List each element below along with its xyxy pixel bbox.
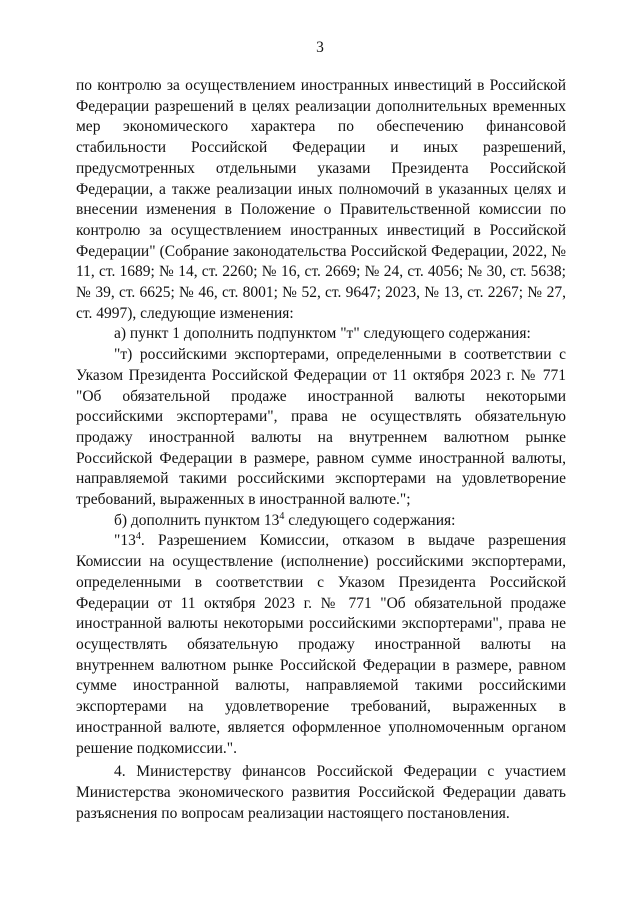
point-13-4-superscript: 4 (135, 531, 141, 543)
point-13-4-text: . Разрешением Комиссии, отказом в выдаче разрешения Комиссии на осуществление (исполнение) российскими экспортерами, определенными в соответствии с Указом Президента Российской Федерации от 11 октября 2023 г. № 771 "Об обязательной продаже иностранной валюты некоторыми российскими экспортерами", права не осуществлять обязательную продажу иностранной валюты на внутреннем валютном рынке Российской Федерации в размере, равном сумме иностранной валюты, направляемой такими российскими экспортерами на удовлетворение требований, выраженных в иностранной валюте, является оформленное уполномоченным органом решение подкомиссии.". (76, 532, 566, 757)
item-b-superscript: 4 (279, 510, 285, 522)
item-b-text-end: следующего содержания: (284, 511, 456, 529)
page-number: 3 (316, 39, 324, 56)
paragraph-continuation: по контролю за осуществлением иностранных инвестиций в Российской Федерации разрешений в целях реализации дополнительных временных мер экономического характера по обеспечению финансовой стабильности Российской Федерации и иных разрешений, предусмотренных отдельными указами Президента Российской Федерации, а также реализации иных полномочий в указанных целях и внесении изменения в Положение о Правительственной комиссии по контролю за осуществлением иностранных инвестиций в Российской Федерации" (Собрание законодательства Российской Федерации, 2022, № 11, ст. 1689; № 14, ст. 2260; № 16, ст. 2669; № 24, ст. 4056; № 30, ст. 5638; № 39, ст. 6625; № 46, ст. 8001; № 52, ст. 9647; 2023, № 13, ст. 2267; № 27, ст. 4997), следующие изменения: (76, 77, 566, 322)
paragraph-item-a: а) пункт 1 дополнить подпунктом "т" следующего содержания: (114, 325, 531, 343)
paragraph-subitem-t: "т) российскими экспортерами, определенными в соответствии с Указом Президента Российской Федерации от 11 октября 2023 г. № 771 "Об обязательной продаже иностранной валюты некоторыми российскими экспортерами", права не осуществлять обязательную продажу иностранной валюты на внутреннем валютном рынке Российской Федерации в размере, равном сумме иностранной валюты, направляемой такими российскими экспортерами на удовлетворение требований, выраженных в иностранной валюте."; (76, 346, 566, 509)
document-body (76, 76, 566, 824)
paragraph-item-b (76, 511, 566, 532)
paragraph-point-13-4 (76, 531, 566, 759)
item-b-text: б) дополнить пунктом 13 (114, 511, 280, 529)
point-13-4-number: "13 (114, 532, 136, 550)
paragraph-item-4: 4. Министерству финансов Российской Федерации с участием Министерства экономического развития Российской Федерации давать разъяснения по вопросам реализации настоящего постановления. (76, 763, 566, 822)
